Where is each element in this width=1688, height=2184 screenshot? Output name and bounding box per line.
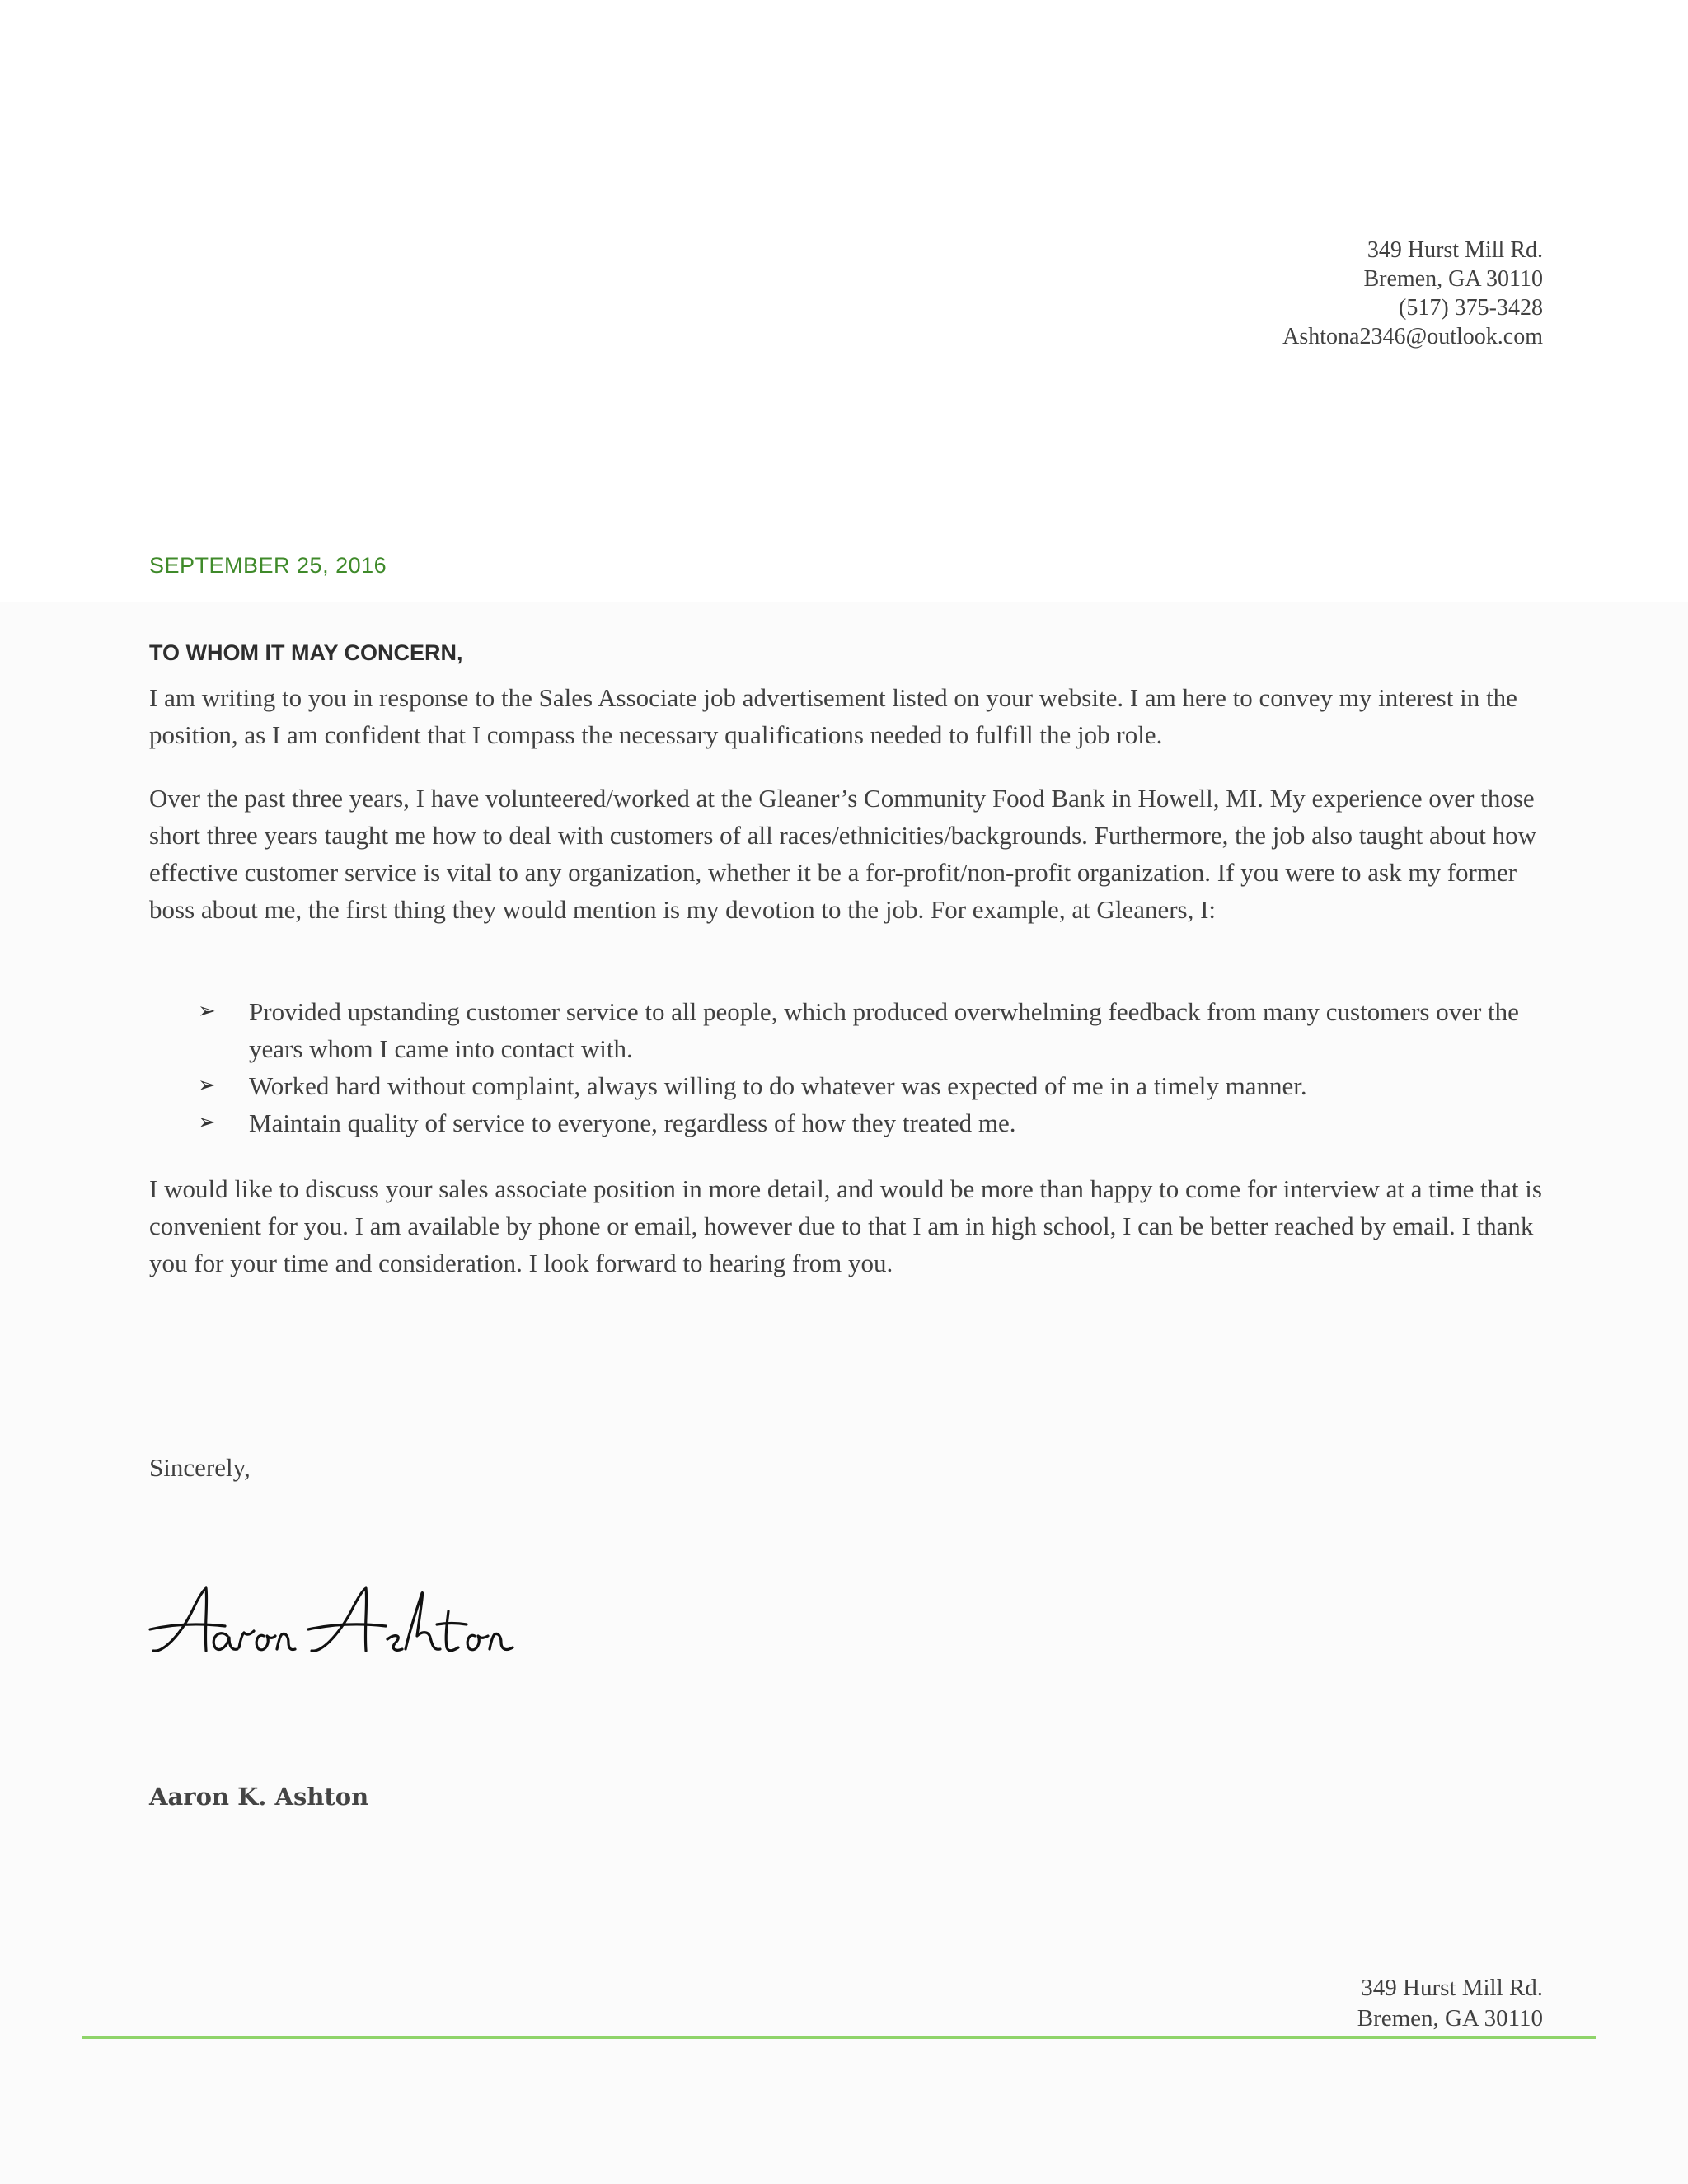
list-item: [198, 1104, 1541, 1141]
sender-address: [1282, 236, 1543, 351]
arrow-bullet-icon: ➢: [198, 1110, 216, 1135]
list-item-text: Maintain quality of service to everyone, regardless of how they treated me.: [249, 1108, 1016, 1137]
achievement-list: [198, 993, 1541, 1141]
paragraph-closing: I would like to discuss your sales associate position in more detail, and would be more than happy to come for interview at a time that is convenient for you. I am available by phone or email, however due to that I am in high school, I can be better reached by email. I thank you for your time and consideration. I look forward to hearing from you.: [149, 1174, 1542, 1277]
list-item-text: Worked hard without complaint, always willing to do whatever was expected of me in a timely manner.: [249, 1071, 1307, 1100]
salutation: TO WHOM IT MAY CONCERN,: [149, 640, 463, 665]
list-item: [198, 1067, 1541, 1104]
letter-date: SEPTEMBER 25, 2016: [149, 553, 387, 578]
footer-city: Bremen, GA 30110: [1357, 2005, 1543, 2032]
footer-divider: [82, 2036, 1596, 2039]
paragraph-intro: I am writing to you in response to the Sales Associate job advertisement listed on your website. I am here to convey my interest in the position, as I am confident that I compass the necessary qualifications needed to fulfill the job role.: [149, 683, 1517, 749]
arrow-bullet-icon: ➢: [198, 999, 216, 1024]
arrow-bullet-icon: ➢: [198, 1073, 216, 1098]
sender-email: Ashtona2346@outlook.com: [1282, 324, 1543, 349]
signer-name: Aaron K. Ashton: [149, 1783, 369, 1811]
footer-street: 349 Hurst Mill Rd.: [1361, 1975, 1543, 2001]
sender-city: Bremen, GA 30110: [1363, 266, 1543, 292]
sender-phone: (517) 375-3428: [1399, 295, 1543, 321]
closing: Sincerely,: [149, 1453, 251, 1482]
sender-street: 349 Hurst Mill Rd.: [1367, 237, 1543, 263]
footer-address: [1357, 1973, 1543, 2034]
signature-image: [147, 1578, 608, 1669]
list-item: [198, 993, 1541, 1067]
paragraph-experience: Over the past three years, I have volunteered/worked at the Gleaner’s Community Food Bank in Howell, MI. My experience over those short three years taught me how to deal with customers of all races/ethnicities/backgrounds. Furthermore, the job also taught about how effective customer service is vital to any organization, whether it be a for-profit/non-profit organization. If you were to ask my former boss about me, the first thing they would mention is my devotion to the job. For example, at Gleaners, I:: [149, 784, 1537, 924]
list-item-text: Provided upstanding customer service to all people, which produced overwhelming feedback from many customers over the years whom I came into contact with.: [249, 997, 1519, 1063]
